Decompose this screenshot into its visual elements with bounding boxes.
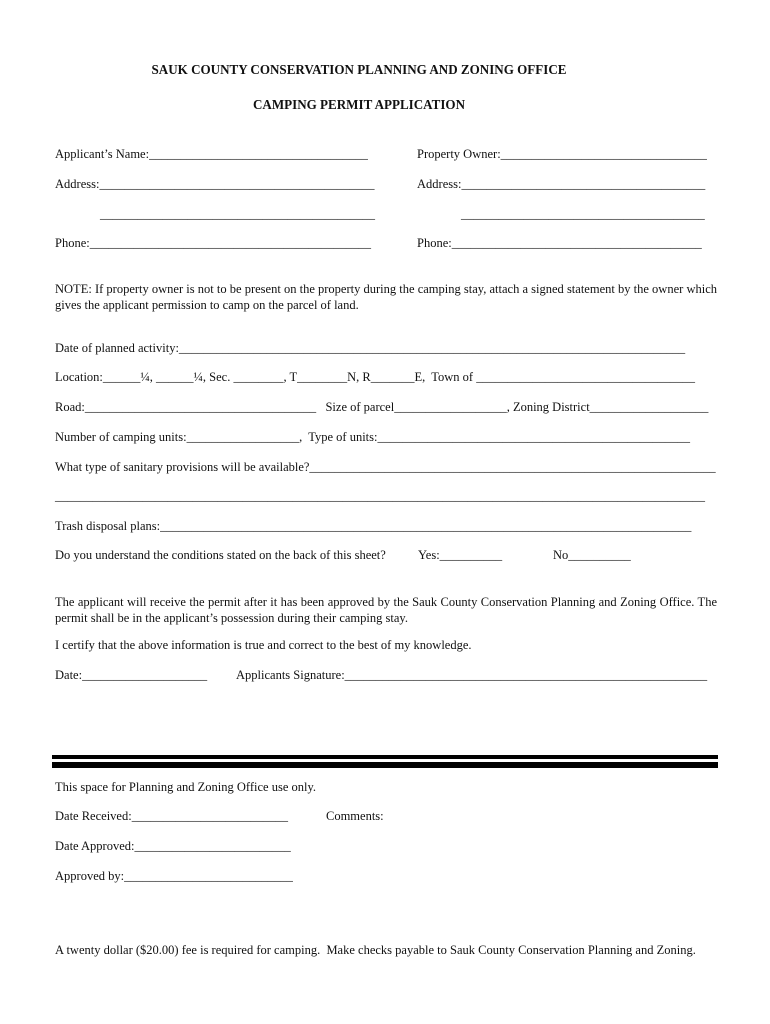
applicant-phone-field[interactable]: Phone:_____________________________________________ bbox=[55, 236, 371, 250]
camping-units-field[interactable]: Number of camping units:__________________, Type of units:__________________________________________________ bbox=[55, 430, 690, 444]
yes-field[interactable]: Yes:__________ bbox=[418, 548, 503, 562]
divider-thick bbox=[52, 755, 718, 759]
road-field[interactable]: Road:_____________________________________ Size of parcel__________________, Zoning District___________________ bbox=[55, 400, 709, 414]
property-owner-field[interactable]: Property Owner:_________________________________ bbox=[417, 147, 707, 161]
office-title: SAUK COUNTY CONSERVATION PLANNING AND ZONING OFFICE bbox=[151, 63, 567, 78]
applicant-address-line2[interactable]: ____________________________________________ bbox=[100, 207, 375, 221]
permit-paragraph: The applicant will receive the permit after it has been approved by the Sauk County Conservation Planning and Zoning Office. The permit shall be in the applicant’s possession during their camping stay. bbox=[55, 595, 717, 625]
applicant-signature-field[interactable]: Applicants Signature:__________________________________________________________ bbox=[236, 668, 708, 682]
certify-statement: I certify that the above information is true and correct to the best of my knowledge. bbox=[55, 638, 472, 652]
no-field[interactable]: No__________ bbox=[553, 548, 631, 562]
trash-field[interactable]: Trash disposal plans:_____________________________________________________________________________________ bbox=[55, 519, 692, 533]
form-title: CAMPING PERMIT APPLICATION bbox=[252, 98, 466, 113]
owner-address-field[interactable]: Address:_______________________________________ bbox=[417, 177, 706, 191]
sanitary-line2[interactable]: ________________________________________________________________________________________________________ bbox=[55, 489, 705, 503]
owner-phone-field[interactable]: Phone:________________________________________ bbox=[417, 236, 702, 250]
comments-label: Comments: bbox=[326, 809, 384, 823]
owner-address-line2[interactable]: _______________________________________ bbox=[461, 207, 705, 221]
location-field[interactable]: Location:______¼, ______¼, Sec. ________, T________N, R_______E, Town of ___________________________________ bbox=[55, 370, 695, 384]
fee-note: A twenty dollar ($20.00) fee is required for camping. Make checks payable to Sauk County Conservation Planning and Zoning. bbox=[55, 943, 696, 957]
approved-by-field[interactable]: Approved by:___________________________ bbox=[55, 869, 293, 883]
conditions-question: Do you understand the conditions stated on the back of this sheet? bbox=[55, 548, 386, 562]
sanitary-field[interactable]: What type of sanitary provisions will be available?_________________________________________________________________ bbox=[55, 460, 716, 474]
applicant-address-field[interactable]: Address:____________________________________________ bbox=[55, 177, 375, 191]
date-planned-field[interactable]: Date of planned activity:_________________________________________________________________________________ bbox=[55, 341, 686, 355]
date-received-field[interactable]: Date Received:_________________________ bbox=[55, 809, 288, 823]
date-approved-field[interactable]: Date Approved:_________________________ bbox=[55, 839, 291, 853]
signature-date-field[interactable]: Date:____________________ bbox=[55, 668, 208, 682]
divider-thicker bbox=[52, 762, 718, 768]
note-paragraph: NOTE: If property owner is not to be present on the property during the camping stay, attach a signed statement by the owner which gives the applicant permission to camp on the parcel of land. bbox=[55, 282, 717, 312]
office-use-heading: This space for Planning and Zoning Office use only. bbox=[55, 780, 317, 794]
applicant-name-field[interactable]: Applicant’s Name:___________________________________ bbox=[55, 147, 368, 161]
